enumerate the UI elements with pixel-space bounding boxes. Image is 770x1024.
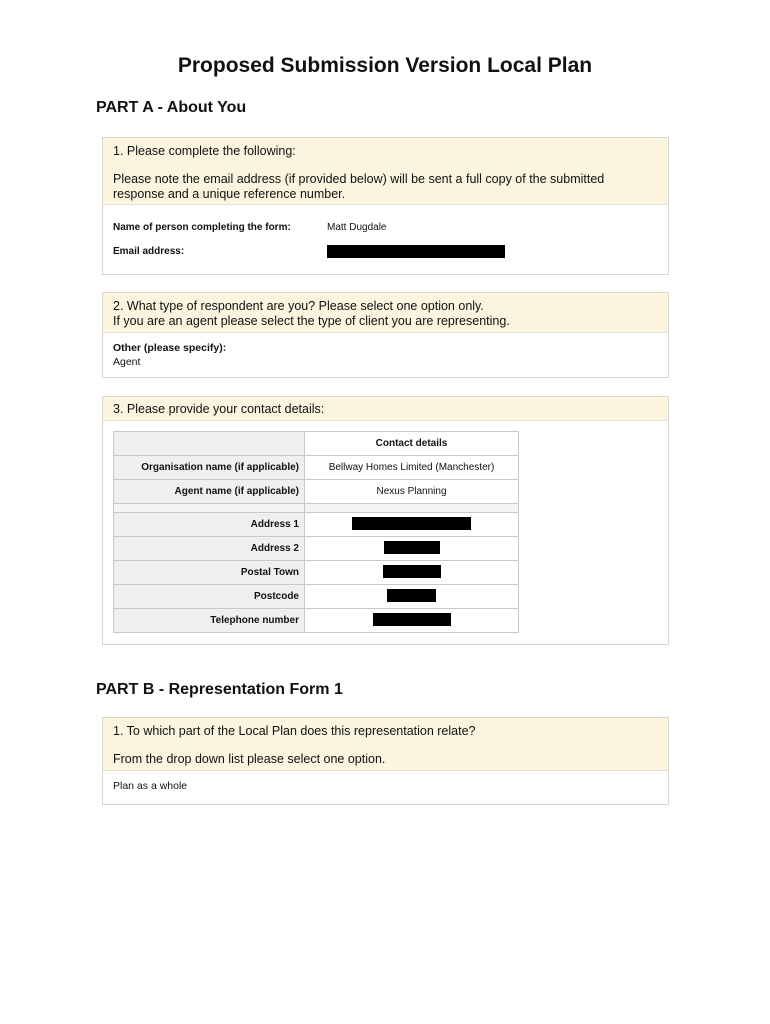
- email-row: [113, 239, 658, 263]
- plan-part-answer: Plan as a whole: [113, 780, 188, 792]
- organisation-label: Organisation name (if applicable): [114, 456, 305, 480]
- postal-town-label: Postal Town: [114, 561, 305, 585]
- postal-town-value: [305, 561, 519, 585]
- question-1-body: [103, 205, 668, 271]
- name-value: Matt Dugdale: [327, 221, 387, 233]
- address-2-label: Address 2: [114, 537, 305, 561]
- telephone-value: [305, 609, 519, 633]
- question-3-header: [103, 397, 668, 421]
- question-2-box: [102, 292, 669, 378]
- address-2-value: [305, 537, 519, 561]
- table-column-header: Contact details: [305, 432, 519, 456]
- table-row: [114, 609, 519, 633]
- respondent-type-label: Other (please specify):: [113, 342, 227, 354]
- table-row: [114, 537, 519, 561]
- question-1-box: [102, 137, 669, 275]
- question-2-prompt-line1: 2. What type of respondent are you? Please select one option only.: [113, 299, 484, 313]
- table-row: [114, 585, 519, 609]
- postcode-label: Postcode: [114, 585, 305, 609]
- agent-name-label: Agent name (if applicable): [114, 480, 305, 504]
- address-1-value: [305, 513, 519, 537]
- question-2-body: [103, 333, 668, 377]
- spacer-cell: [305, 504, 519, 513]
- question-2-prompt-line2: If you are an agent please select the type of client you are representing.: [113, 314, 510, 328]
- question-1-note: Please note the email address (if provided below) will be sent a full copy of the submitted response and a unique reference number.: [113, 172, 605, 201]
- question-3-box: [102, 396, 669, 645]
- part-b-question-1-instruction: From the drop down list please select one option.: [113, 752, 386, 766]
- part-b-question-1-header: [103, 718, 668, 771]
- question-1-prompt: 1. Please complete the following:: [113, 144, 296, 158]
- name-label: Name of person completing the form:: [113, 221, 291, 233]
- question-1-header: [103, 138, 668, 205]
- telephone-redaction: [373, 613, 451, 626]
- question-3-prompt: 3. Please provide your contact details:: [113, 402, 325, 416]
- part-b-question-1-prompt: 1. To which part of the Local Plan does this representation relate?: [113, 724, 476, 738]
- table-header-row: [114, 432, 519, 456]
- postcode-redaction: [387, 589, 436, 602]
- email-redaction: [327, 245, 505, 258]
- table-spacer-row: [114, 504, 519, 513]
- respondent-type-value: Agent: [113, 356, 141, 368]
- address-2-redaction: [384, 541, 440, 554]
- table-row: [114, 480, 519, 504]
- page-title: Proposed Submission Version Local Plan: [177, 54, 593, 77]
- name-row: [113, 215, 658, 239]
- table-header-empty: [114, 432, 305, 456]
- contact-details-table: [113, 431, 519, 633]
- part-b-question-1-body: [103, 771, 668, 800]
- table-row: [114, 561, 519, 585]
- telephone-label: Telephone number: [114, 609, 305, 633]
- table-row: [114, 456, 519, 480]
- spacer-cell: [114, 504, 305, 513]
- part-b-heading: PART B - Representation Form 1: [96, 681, 343, 698]
- postcode-value: [305, 585, 519, 609]
- address-1-label: Address 1: [114, 513, 305, 537]
- email-label: Email address:: [113, 245, 185, 257]
- part-b-question-1-box: [102, 717, 669, 805]
- address-1-redaction: [352, 517, 471, 530]
- agent-name-value: Nexus Planning: [305, 480, 519, 504]
- part-a-heading: PART A - About You: [96, 99, 247, 116]
- postal-town-redaction: [383, 565, 441, 578]
- table-row: [114, 513, 519, 537]
- organisation-value: Bellway Homes Limited (Manchester): [305, 456, 519, 480]
- question-2-header: [103, 293, 668, 333]
